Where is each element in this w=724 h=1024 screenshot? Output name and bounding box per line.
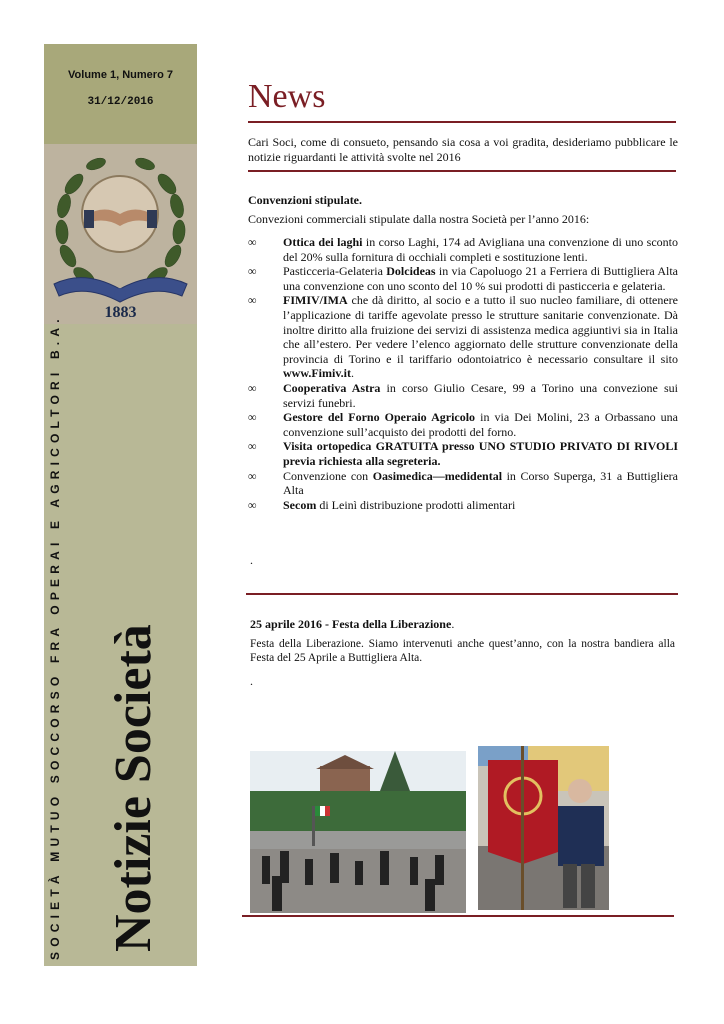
list-item: [248, 439, 678, 468]
item-name: Oasimedica—medidental: [372, 468, 503, 483]
society-full-name: SOCIETÀ MUTUO SOCCORSO FRA OPERAI E AGRICOLTORI B.A.: [48, 314, 62, 960]
item-text: .: [351, 366, 354, 381]
item-name: Secom: [283, 497, 317, 512]
item-text: in corso Giulio Cesare, 99 a Torino una convezione sui servizi funebri.: [283, 380, 678, 410]
infinity-icon: ∞: [248, 439, 257, 454]
item-name: FIMIV/IMA: [283, 293, 348, 308]
liberation-body: Festa della Liberazione. Siamo intervenuti anche quest’anno, con la nostra bandiera alla Festa del 25 Aprile a Buttigliera Alta.: [250, 638, 675, 664]
flag-photo: [478, 746, 609, 910]
liberation-title: 25 aprile 2016 - Festa della Liberazione: [250, 617, 452, 631]
divider: [246, 593, 678, 595]
intro-paragraph: Cari Soci, come di consueto, pensando sia cosa a voi gradita, desideriamo pubblicare le notizie riguardanti le attività svolte nel 2016: [248, 135, 678, 164]
item-name: Gestore del Forno Operaio Agricolo: [283, 410, 476, 425]
item-text: in via Capoluogo 21 a Ferriera di Buttigliera Alta una convenzione con uno sconto del 10 % sui prodotti di pasticceria e gelateria.: [283, 264, 678, 293]
item-text: in corso Laghi, 174 ad Avigliana una convenzione di uno sconto del 20% sulla fornitura di occhiali completi e sostituzione lenti.: [283, 235, 678, 264]
list-item: [248, 293, 678, 381]
item-text: in via Dei Molini, 23 a Orbassano una convenzione sull’acquisto dei prodotti del forno.: [283, 410, 678, 439]
item-name: Cooperativa Astra: [283, 380, 381, 395]
conventions-list: [248, 235, 678, 512]
conventions-intro: Convezioni commerciali stipulate dalla nostra Società per l’anno 2016:: [248, 212, 590, 226]
volume-number: Volume 1, Numero 7: [68, 69, 173, 81]
conventions-heading: Convenzioni stipulate.: [248, 193, 363, 207]
infinity-icon: ∞: [248, 410, 257, 425]
item-text: di Leinì distribuzione prodotti alimentari: [316, 497, 516, 512]
list-item: [248, 235, 678, 264]
list-item: [248, 469, 678, 498]
item-name: Ottica dei laghi: [283, 235, 363, 249]
item-text: Pasticceria-Gelateria: [283, 264, 387, 279]
news-heading: News: [248, 78, 326, 115]
divider: [242, 915, 674, 917]
infinity-icon: ∞: [248, 468, 257, 483]
website-link: www.Fimiv.it: [283, 366, 351, 381]
list-item: [248, 381, 678, 410]
infinity-icon: ∞: [248, 293, 257, 308]
ceremony-photo: [250, 751, 466, 913]
item-text: che dà diritto, al socio e a tutto il suo nucleo familiare, di ottenere l’applicazione di tariffe agevolate presso le strutture sanitarie convenzionate. Dà inoltre diritto alla fruizione dei servizi di assistenza medica aggiuntivi sia in Italia che all’estero. Per vedere l’elenco aggiornato delle strutture convenzionate della provincia di Torino e il tariffario odontoiatrico è necessario consultare il sito: [283, 293, 678, 366]
trailing-dot: .: [250, 674, 253, 688]
item-text: Convenzione con: [283, 468, 373, 483]
society-emblem: [44, 144, 197, 324]
sidebar-header: [44, 44, 197, 144]
item-text: in Corso Superga, 31 a Buttigliera Alta: [283, 468, 678, 498]
liberation-heading: [250, 617, 680, 632]
divider: [248, 121, 676, 123]
item-name: Dolcideas: [386, 264, 436, 279]
issue-date: 31/12/2016: [87, 96, 154, 108]
divider: [248, 170, 676, 172]
list-item: [248, 264, 678, 293]
liberation-title-suffix: .: [451, 617, 455, 631]
emblem-year: 1883: [104, 304, 137, 321]
infinity-icon: ∞: [248, 497, 257, 512]
infinity-icon: ∞: [248, 264, 257, 279]
infinity-icon: ∞: [248, 380, 257, 395]
item-name: Visita ortopedica GRATUITA presso UNO STUDIO PRIVATO DI RIVOLI previa richiesta alla segreteria.: [283, 439, 678, 468]
list-item: [248, 498, 678, 513]
infinity-icon: ∞: [248, 235, 257, 249]
newsletter-title: Notizie Società: [105, 624, 162, 952]
list-item: [248, 410, 678, 439]
trailing-dot: .: [250, 553, 253, 567]
